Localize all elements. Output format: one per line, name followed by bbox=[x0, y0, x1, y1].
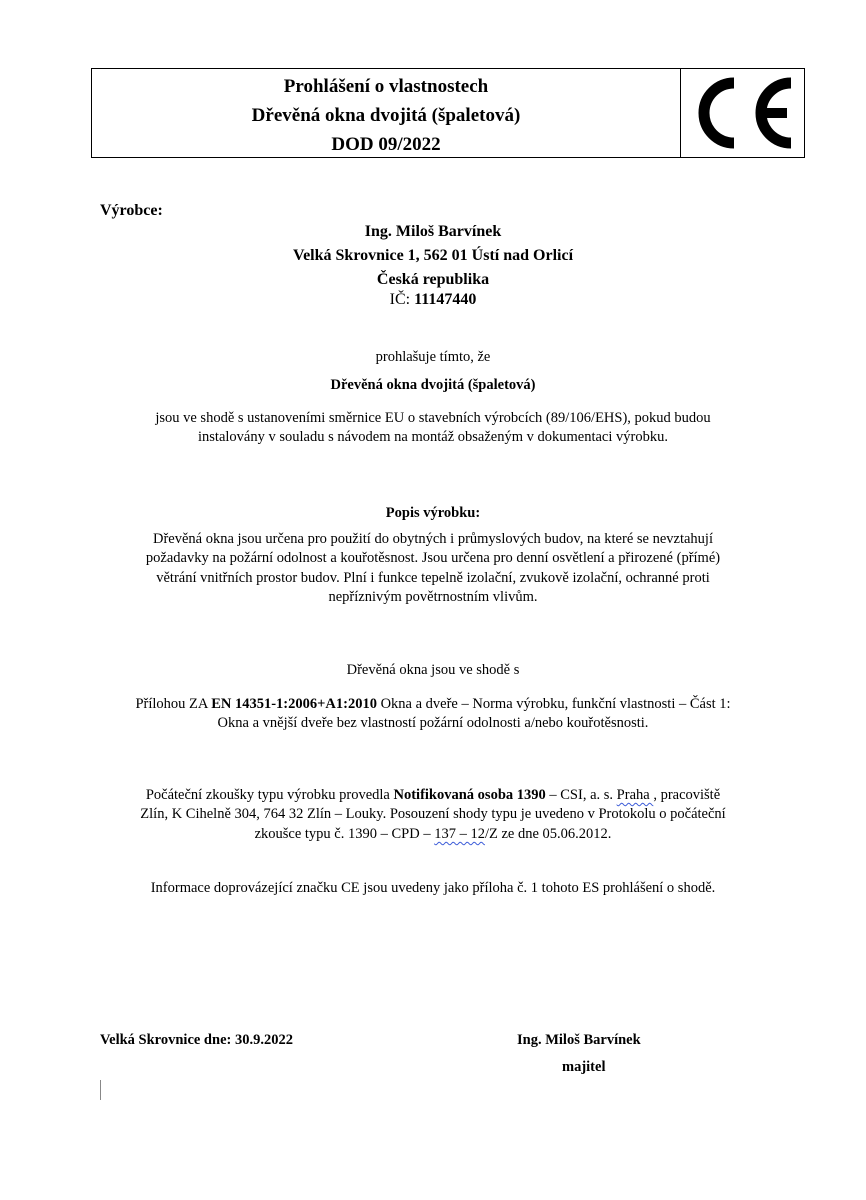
id-label: IČ: bbox=[389, 291, 411, 308]
spellcheck-protocol-number: 137 – 12 bbox=[434, 826, 485, 842]
id-value: 11147440 bbox=[414, 291, 477, 308]
description-line3: větrání vnitřních prostor budov. Plní i funkce tepelně izolační, zvukově izolační, ochranné proti bbox=[156, 570, 710, 586]
description-line2: požadavky na požární odolnost a kouřotěsnost. Jsou určena pro denní osvětlení a přirozené (přímé) bbox=[145, 550, 721, 566]
conformity-line2: Okna a vnější dveře bez vlastností požární odolnosti a/nebo kouřotěsnosti. bbox=[217, 715, 649, 731]
testing-line3 bbox=[0, 825, 866, 845]
manufacturer-country: Česká republika bbox=[376, 271, 490, 288]
testing-suffix: , pracoviště bbox=[653, 787, 721, 803]
testing-line3-prefix: zkoušce typu č. 1390 – CPD – bbox=[254, 826, 435, 842]
declaration-intro: prohlašuje tímto, že bbox=[375, 349, 491, 365]
description-heading: Popis výrobku: bbox=[385, 505, 481, 521]
ce-mark-cell bbox=[681, 69, 804, 157]
declaration-text-line2: instalovány v souladu s návodem na montáž obsaženým v dokumentaci výrobku. bbox=[198, 429, 668, 445]
manufacturer-label: Výrobce: bbox=[100, 202, 163, 219]
ce-info: Informace doprovázející značku CE jsou uvedeny jako příloha č. 1 tohoto ES prohlášení o shodě. bbox=[150, 880, 716, 896]
conformity-line1 bbox=[0, 695, 866, 715]
spellcheck-city: Praha bbox=[616, 787, 654, 803]
signature-name: Ing. Miloš Barvínek bbox=[517, 1032, 641, 1048]
text-cursor bbox=[100, 1080, 101, 1100]
testing-line2: Zlín, K Cihelně 304, 764 32 Zlín – Louky. Posouzení shody typu je uvedeno v Protokolu o počáteční bbox=[140, 806, 726, 822]
testing-line3-suffix: /Z ze dne 05.06.2012. bbox=[484, 826, 612, 842]
conformity-intro: Dřevěná okna jsou ve shodě s bbox=[346, 662, 520, 678]
manufacturer-id bbox=[0, 288, 866, 312]
testing-prefix: Počáteční zkoušky typu výrobku provedla bbox=[145, 787, 394, 803]
notified-body: Notifikovaná osoba 1390 bbox=[393, 787, 546, 803]
ce-mark-icon bbox=[687, 73, 799, 153]
manufacturer-address: Velká Skrovnice 1, 562 01 Ústí nad Orlicí bbox=[292, 247, 574, 264]
signature-place-date: Velká Skrovnice dne: 30.9.2022 bbox=[100, 1032, 293, 1048]
description-line4: nepříznivým povětrnostním vlivům. bbox=[328, 589, 538, 605]
manufacturer-name: Ing. Miloš Barvínek bbox=[364, 223, 502, 240]
standard-reference: EN 14351-1:2006+A1:2010 bbox=[211, 696, 377, 712]
header-table bbox=[91, 68, 805, 158]
signature-role: majitel bbox=[562, 1059, 606, 1075]
testing-body-name: – CSI, a. s. bbox=[545, 787, 617, 803]
document-title: Prohlášení o vlastnostech bbox=[283, 76, 489, 97]
conformity-suffix: Okna a dveře – Norma výrobku, funkční vlastnosti – Část 1: bbox=[376, 696, 731, 712]
conformity-prefix: Přílohou ZA bbox=[135, 696, 212, 712]
document-number: DOD 09/2022 bbox=[331, 134, 441, 155]
document-subtitle: Dřevěná okna dvojitá (špaletová) bbox=[251, 105, 521, 126]
description-line1: Dřevěná okna jsou určena pro použití do obytných i průmyslových budov, na které se nevztahují bbox=[153, 531, 713, 547]
header-title-cell bbox=[92, 69, 681, 157]
declaration-product: Dřevěná okna dvojitá (špaletová) bbox=[330, 377, 536, 393]
declaration-text-line1: jsou ve shodě s ustanoveními směrnice EU o stavebních výrobcích (89/106/EHS), pokud budou bbox=[155, 410, 711, 426]
testing-line1 bbox=[0, 786, 866, 806]
